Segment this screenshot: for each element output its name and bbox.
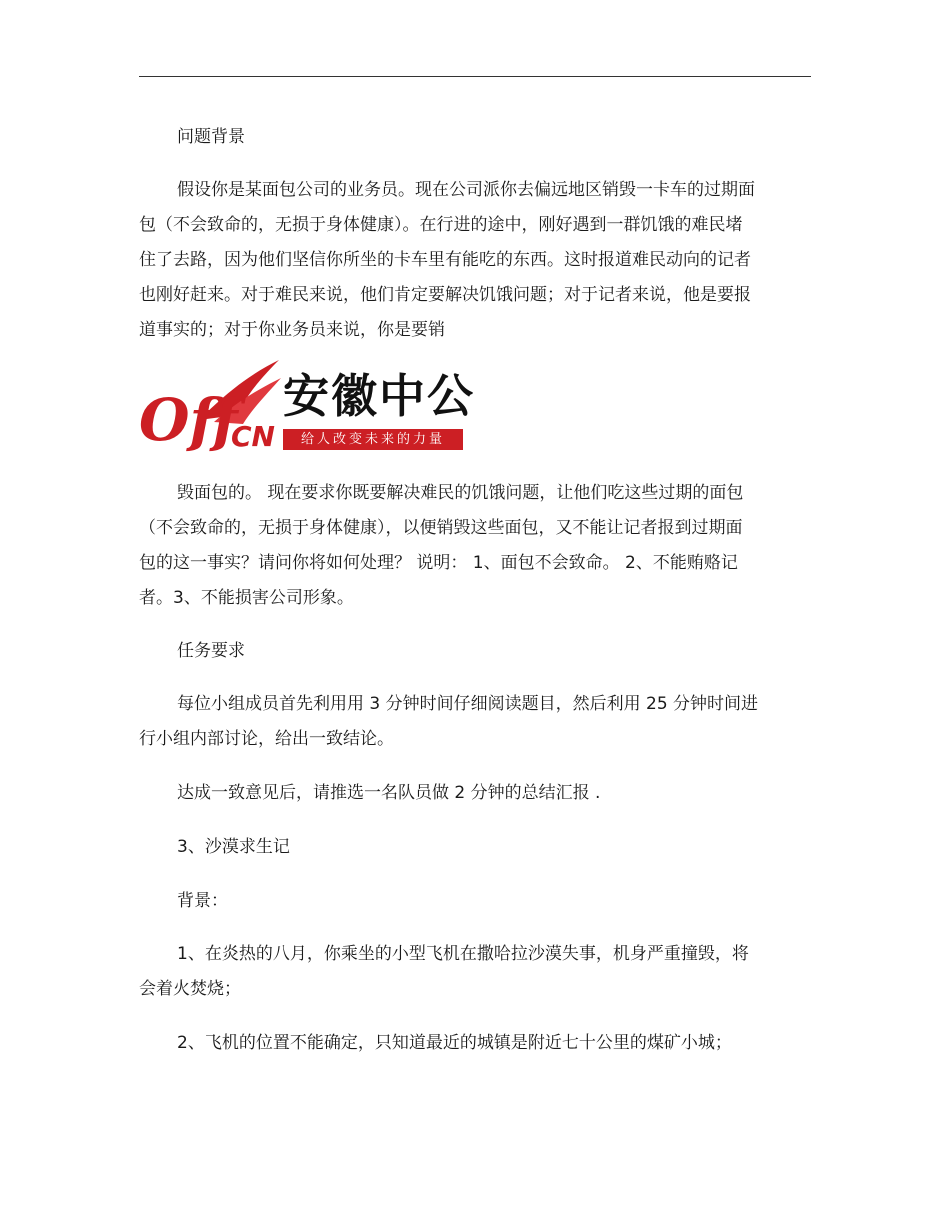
heading-task-requirements: 任务要求 [177, 641, 245, 661]
paragraph-point-2: 2、飞机的位置不能确定，只知道最近的城镇是附近七十公里的煤矿小城； [177, 1033, 732, 1053]
heading-problem-background: 问题背景 [177, 127, 245, 147]
logo-slogan: 给人改变未来的力量 [283, 429, 463, 450]
svg-text:Off: Off [139, 386, 238, 452]
logo-title: 安徽中公 [283, 369, 475, 423]
paragraph-report: 达成一致意见后，请推选一名队员做 2 分钟的总结汇报 . [177, 783, 601, 803]
svg-text:CN: CN [231, 420, 275, 452]
paragraph-scenario: 假设你是某面包公司的业务员。现在公司派你去偏远地区销毁一卡车的过期面 包（不会致命的，无损于身体健康）。在行进的途中，刚好遇到一群饥饿的难民堵 住了去路，因为他们坚信你所坐的卡车里有能吃的东西。这时报道难民动向的记者 也刚好赶来。对于难民来说，他们肯定要解决饥饿问题；对于记者来说，他是要报 道事实的；对于你业务员来说，你是要销 [139, 180, 755, 340]
heading-desert-survival: 3、沙漠求生记 [177, 837, 290, 857]
heading-background: 背景： [177, 891, 228, 911]
paragraph-question: 毁面包的。 现在要求你既要解决难民的饥饿问题，让他们吃这些过期的面包 （不会致命的，无损于身体健康），以便销毁这些面包，又不能让记者报到过期面 包的这一事实？请问你将如何处理？ 说明： 1、面包不会致命。 2、不能贿赂记 者。3、不能损害公司形象。 [139, 483, 744, 608]
paragraph-point-1: 1、在炎热的八月，你乘坐的小型飞机在撒哈拉沙漠失事，机身严重撞毁，将 会着火焚烧； [139, 944, 749, 999]
paragraph-task: 每位小组成员首先利用用 3 分钟时间仔细阅读题目，然后利用 25 分钟时间进 行小组内部讨论，给出一致结论。 [139, 694, 759, 749]
header-rule [139, 76, 811, 77]
